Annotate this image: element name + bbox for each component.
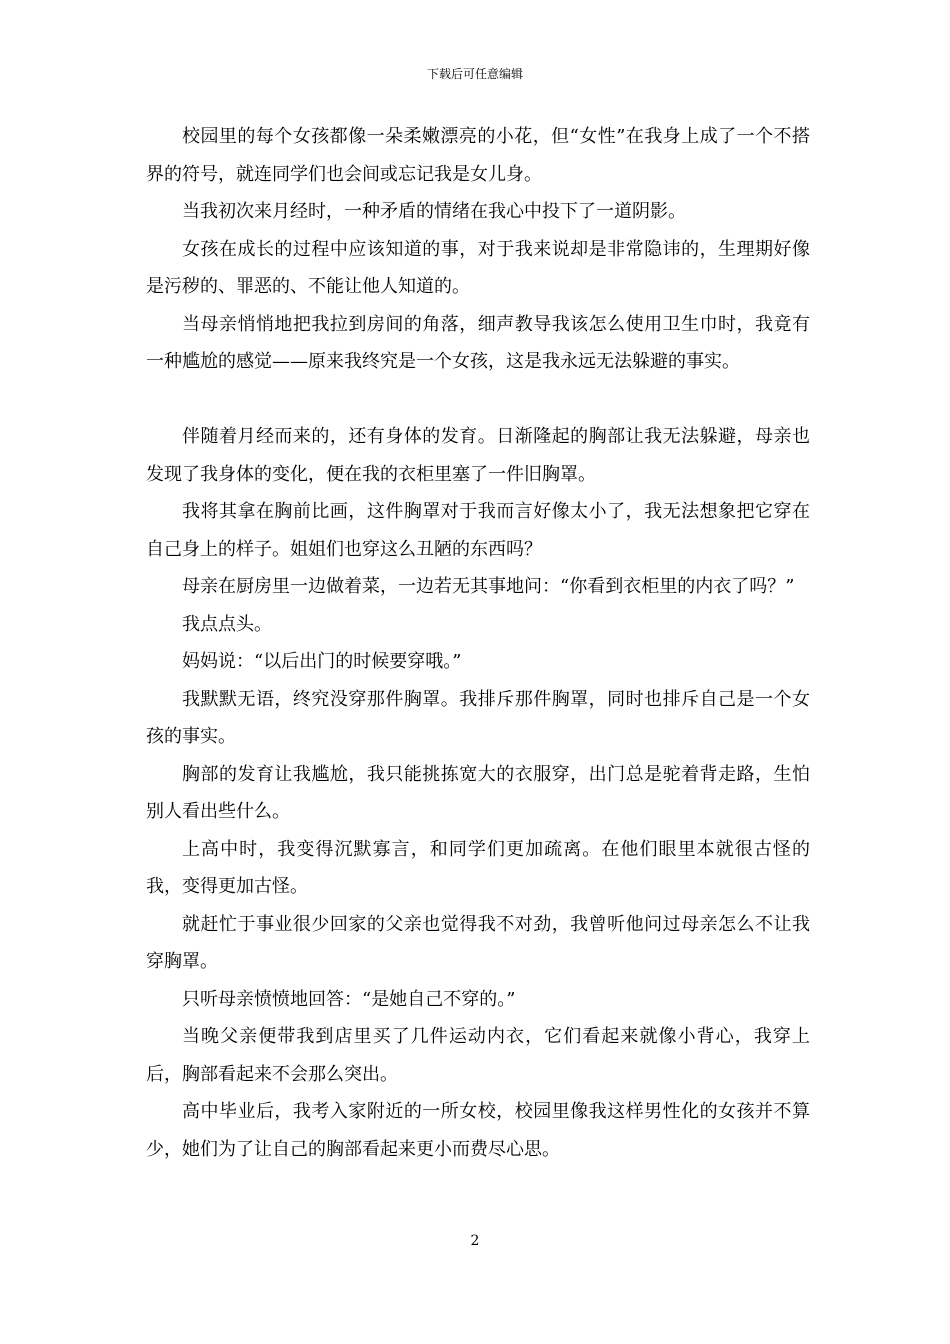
document-body: [146, 118, 810, 1168]
paragraph: 我点点头。: [182, 613, 272, 635]
paragraph: 胸部的发育让我尴尬，我只能挑拣宽大的衣服穿，出门总是驼着背走路，生怕别人看出些什么。: [146, 763, 810, 822]
paragraph: 上高中时，我变得沉默寡言，和同学们更加疏离。在他们眼里本就很古怪的我，变得更加古怪。: [146, 838, 810, 897]
paragraph: 只听母亲愤愤地回答：“是她自己不穿的。”: [182, 988, 516, 1010]
paragraph: 高中毕业后，我考入家附近的一所女校，校园里像我这样男性化的女孩并不算少，她们为了让自己的胸部看起来更小而费尽心思。: [146, 1101, 810, 1160]
paragraph: 女孩在成长的过程中应该知道的事，对于我来说却是非常隐讳的，生理期好像是污秽的、罪恶的、不能让他人知道的。: [146, 238, 810, 297]
paragraph: 当晚父亲便带我到店里买了几件运动内衣，它们看起来就像小背心，我穿上后，胸部看起来不会那么突出。: [146, 1026, 810, 1085]
paragraph: 我默默无语，终究没穿那件胸罩。我排斥那件胸罩，同时也排斥自己是一个女孩的事实。: [146, 688, 810, 747]
paragraph: 校园里的每个女孩都像一朵柔嫩漂亮的小花，但“女性”在我身上成了一个不搭界的符号，就连同学们也会间或忘记我是女儿身。: [146, 126, 810, 185]
paragraph: 母亲在厨房里一边做着菜，一边若无其事地问：“你看到衣柜里的内衣了吗？”: [182, 576, 795, 597]
paragraph: 当我初次来月经时，一种矛盾的情绪在我心中投下了一道阴影。: [182, 201, 686, 222]
paragraph: 我将其拿在胸前比画，这件胸罩对于我而言好像太小了，我无法想象把它穿在自己身上的样子。姐姐们也穿这么丑陋的东西吗？: [146, 501, 810, 560]
paragraph: 就赶忙于事业很少回家的父亲也觉得我不对劲，我曾听他问过母亲怎么不让我穿胸罩。: [146, 913, 810, 972]
paragraph: 妈妈说：“以后出门的时候要穿哦。”: [182, 651, 462, 672]
paragraph: 当母亲悄悄地把我拉到房间的角落，细声教导我该怎么使用卫生巾时，我竟有一种尴尬的感觉——原来我终究是一个女孩，这是我永远无法躲避的事实。: [146, 313, 810, 372]
page-header: 下载后可任意编辑: [426, 67, 523, 81]
paragraph: 伴随着月经而来的，还有身体的发育。日渐隆起的胸部让我无法躲避，母亲也发现了我身体的变化，便在我的衣柜里塞了一件旧胸罩。: [146, 426, 810, 485]
page-number: 2: [470, 1233, 480, 1249]
